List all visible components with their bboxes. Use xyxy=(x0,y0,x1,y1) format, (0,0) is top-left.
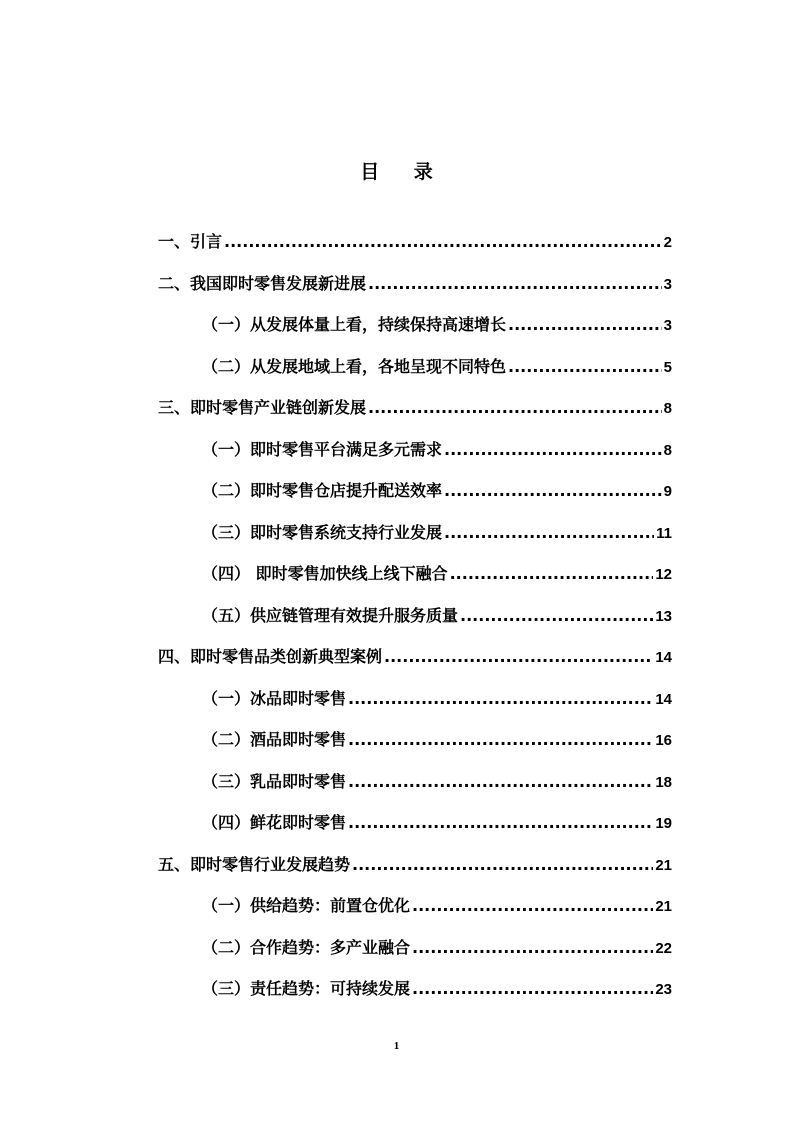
toc-entry-page: 3 xyxy=(663,275,672,293)
table-of-contents xyxy=(158,228,672,1017)
toc-dot-leader xyxy=(508,353,662,381)
toc-entry-introduction[interactable] xyxy=(158,228,672,270)
toc-dot-leader xyxy=(348,809,653,837)
toc-entry-label: 二、我国即时零售发展新进展 xyxy=(158,273,367,293)
toc-entry-label: （一）即时零售平台满足多元需求 xyxy=(202,439,443,459)
toc-entry-page: 16 xyxy=(655,732,672,749)
toc-entry-page: 12 xyxy=(655,566,672,583)
toc-entry-section-5-1[interactable] xyxy=(158,892,672,934)
toc-entry-label: （五）供应链管理有效提升服务质量 xyxy=(202,605,459,625)
toc-entry-label: （三）乳品即时零售 xyxy=(202,771,347,791)
toc-entry-section-3-1[interactable] xyxy=(158,436,672,478)
toc-entry-page: 19 xyxy=(655,815,672,832)
toc-entry-section-4-2[interactable] xyxy=(158,726,672,768)
toc-dot-leader xyxy=(412,975,653,1003)
toc-entry-section-2-1[interactable] xyxy=(158,311,672,353)
toc-entry-section-3-3[interactable] xyxy=(158,519,672,561)
toc-entry-section-3-2[interactable] xyxy=(158,477,672,519)
toc-dot-leader xyxy=(412,892,653,920)
toc-dot-leader xyxy=(368,270,662,298)
toc-dot-leader xyxy=(224,228,662,256)
toc-dot-leader xyxy=(508,311,662,339)
toc-dot-leader xyxy=(450,560,654,588)
toc-entry-page: 13 xyxy=(655,607,672,625)
toc-entry-page: 14 xyxy=(655,690,672,708)
toc-entry-page: 14 xyxy=(655,649,672,666)
toc-entry-section-4[interactable] xyxy=(158,643,672,685)
toc-entry-label: （一）从发展体量上看，持续保持高速增长 xyxy=(202,315,507,334)
toc-entry-label: （四） 即时零售加快线上线下融合 xyxy=(202,564,448,583)
toc-entry-section-4-3[interactable] xyxy=(158,768,672,810)
toc-entry-page: 21 xyxy=(655,856,672,874)
toc-entry-section-5[interactable] xyxy=(158,851,672,893)
toc-title: 目 录 xyxy=(360,160,447,183)
toc-entry-label: 一、引言 xyxy=(158,232,223,251)
toc-entry-label: （二）合作趋势：多产业融合 xyxy=(202,937,411,957)
toc-dot-leader xyxy=(352,851,653,879)
toc-entry-page: 8 xyxy=(663,441,672,459)
toc-dot-leader xyxy=(348,685,653,713)
toc-entry-label: 五、即时零售行业发展趋势 xyxy=(158,854,351,874)
toc-entry-section-2[interactable] xyxy=(158,270,672,312)
toc-entry-page: 8 xyxy=(663,400,672,417)
toc-entry-section-3-4[interactable] xyxy=(158,560,672,602)
toc-entry-section-2-2[interactable] xyxy=(158,353,672,395)
toc-entry-section-4-4[interactable] xyxy=(158,809,672,851)
toc-entry-label: （三）即时零售系统支持行业发展 xyxy=(202,522,443,542)
toc-entry-section-5-2[interactable] xyxy=(158,934,672,976)
toc-entry-page: 3 xyxy=(663,317,672,334)
toc-dot-leader xyxy=(348,768,653,796)
toc-entry-page: 22 xyxy=(655,939,672,957)
toc-dot-leader xyxy=(348,726,653,754)
toc-entry-label: （二）酒品即时零售 xyxy=(202,730,347,749)
toc-entry-label: （二）从发展地域上看，各地呈现不同特色 xyxy=(202,356,507,376)
toc-dot-leader xyxy=(384,643,653,671)
toc-entry-section-4-1[interactable] xyxy=(158,685,672,727)
toc-entry-label: （二）即时零售仓店提升配送效率 xyxy=(202,481,443,500)
toc-entry-section-3[interactable] xyxy=(158,394,672,436)
toc-dot-leader xyxy=(444,436,662,464)
toc-dot-leader xyxy=(460,602,653,630)
toc-dot-leader xyxy=(444,519,654,547)
toc-entry-label: （一）供给趋势：前置仓优化 xyxy=(202,896,411,915)
toc-dot-leader xyxy=(412,934,653,962)
page-number: 1 xyxy=(393,1040,400,1052)
toc-dot-leader xyxy=(368,394,662,422)
toc-dot-leader xyxy=(444,477,662,505)
toc-entry-page: 11 xyxy=(656,524,672,542)
toc-entry-page: 2 xyxy=(663,234,672,251)
toc-entry-page: 18 xyxy=(655,773,672,791)
toc-entry-section-5-3[interactable] xyxy=(158,975,672,1017)
toc-entry-label: （四）鲜花即时零售 xyxy=(202,813,347,832)
toc-entry-page: 21 xyxy=(655,898,672,915)
toc-entry-label: 三、即时零售产业链创新发展 xyxy=(158,398,367,417)
toc-entry-page: 9 xyxy=(663,483,672,500)
toc-entry-label: （一）冰品即时零售 xyxy=(202,688,347,708)
toc-entry-page: 5 xyxy=(663,358,672,376)
toc-entry-label: （三）责任趋势：可持续发展 xyxy=(202,979,411,998)
toc-entry-page: 23 xyxy=(655,981,672,998)
toc-entry-label: 四、即时零售品类创新典型案例 xyxy=(158,647,383,666)
toc-entry-section-3-5[interactable] xyxy=(158,602,672,644)
